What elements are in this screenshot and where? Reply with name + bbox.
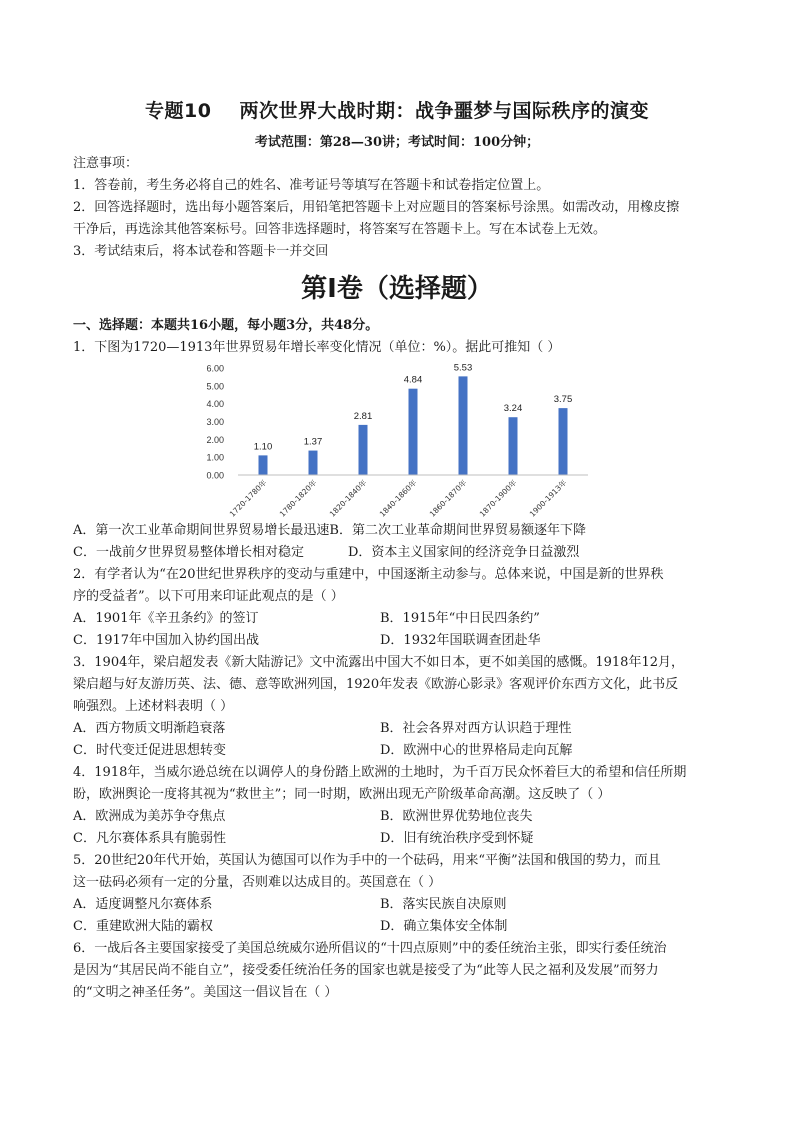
option-b: B．社会各界对西方认识趋于理性 (380, 721, 572, 736)
x-tick-label: 1870-1900年 (477, 478, 519, 519)
question-3-options-ab (73, 718, 723, 740)
option-d: D．欧洲中心的世界格局走向瓦解 (380, 743, 573, 758)
y-tick-label: 6.00 (206, 363, 224, 374)
question-stem: 这一砝码必须有一定的分量，否则难以达成目的。英国意在（ ） (73, 875, 442, 890)
option-b: B．欧洲世界优势地位丧失 (380, 809, 533, 824)
option-a: A．西方物质文明渐趋衰落 (73, 721, 226, 736)
section-heading: 一、选择题：本题共16小题，每小题3分，共48分。 (73, 318, 379, 333)
option-c: C．时代变迁促进思想转变 (73, 743, 226, 758)
notes-block (73, 153, 723, 263)
data-label: 1.37 (303, 436, 323, 448)
question-4-options-ab (73, 806, 723, 828)
question-2-options-ab (73, 608, 723, 630)
y-tick-label: 1.00 (206, 452, 224, 463)
data-label: 1.10 (253, 441, 273, 453)
question-stem: 序的受益者”。以下可用来印证此观点的是（ ） (73, 589, 344, 604)
y-tick-label: 2.00 (206, 434, 224, 445)
option-c: C．1917年中国加入协约国出战 (73, 633, 260, 648)
bars (259, 376, 568, 475)
question-stem: 5．20世纪20年代开始，英国认为德国可以作为手中的一个砝码，用来“平衡”法国和俄国的势力，而且 (73, 853, 661, 868)
question-stem: 6．一战后各主要国家接受了美国总统威尔逊所倡议的“十四点原则”中的委任统治主张，即实行委任统治 (73, 941, 667, 956)
data-label: 5.53 (453, 362, 473, 374)
question-stem: 盼，欧洲舆论一度将其视为“救世主”；同一时期，欧洲出现无产阶级革命高潮。这反映了（ ） (73, 787, 611, 802)
question-stem: 4．1918年，当威尔逊总统在以调停人的身份踏上欧洲的土地时，为千百万民众怀着巨大的希望和信任所期 (73, 765, 687, 780)
question-4-options-cd (73, 828, 723, 850)
note-item: 干净后，再选涂其他答案标号。回答非选择题时，将答案写在答题卡上。写在本试卷上无效。 (73, 222, 607, 237)
data-label: 3.75 (553, 394, 573, 406)
data-label: 3.24 (503, 403, 523, 415)
option-c: C．凡尔赛体系具有脆弱性 (73, 831, 226, 846)
trade-growth-chart (196, 360, 596, 520)
question-stem: 的“文明之神圣任务”。美国这一倡议旨在（ ） (73, 985, 338, 1000)
option-b: B．落实民族自决原则 (380, 897, 507, 912)
notes-heading: 注意事项： (73, 156, 139, 171)
bar (459, 376, 468, 475)
option-b: B．1915年“中日民四条约” (380, 611, 540, 626)
question-stem: 响强烈。上述材料表明（ ） (73, 699, 234, 714)
note-item: 2．回答选择题时，选出每小题答案后，用铅笔把答题卡上对应题目的答案标号涂黑。如需改动，用橡皮擦 (73, 200, 680, 215)
question-stem: 3．1904年，梁启超发表《新大陆游记》文中流露出中国大不如日本，更不如美国的感慨。1918年12月， (73, 655, 684, 670)
question-stem: 1．下图为1720—1913年世界贸易年增长率变化情况（单位：%）。据此可推知（ ） (73, 340, 561, 355)
x-tick-label: 1840-1860年 (377, 478, 419, 519)
question-1-options-ab (73, 520, 723, 542)
x-tick-label: 1860-1870年 (427, 478, 469, 519)
x-tick-label: 1820-1840年 (327, 478, 369, 519)
x-axis-labels (227, 477, 569, 519)
y-tick-label: 5.00 (206, 381, 224, 392)
option-c: C．一战前夕世界贸易整体增长相对稳定 (73, 545, 304, 560)
bar (509, 417, 518, 475)
topic-title: 两次世界大战时期：战争噩梦与国际秩序的演变 (239, 100, 649, 122)
question-stem: 是因为“其居民尚不能自立”，接受委任统治任务的国家也就是接受了为“此等人民之福利及发展”而努力 (73, 963, 659, 978)
exam-scope: 考试范围：第28—30讲；考试时间：100分钟； (254, 135, 540, 150)
topic-number: 专题10 (145, 100, 212, 122)
part-title: 第I卷（选择题） (301, 274, 493, 304)
x-tick-label: 1720-1780年 (227, 478, 269, 519)
option-b: B．第二次工业革命期间世界贸易额逐年下降 (329, 523, 586, 538)
question-5-options-cd (73, 916, 723, 938)
option-d: D．旧有统治秩序受到怀疑 (380, 831, 534, 846)
x-tick-label: 1900-1913年 (527, 478, 569, 519)
bar (409, 389, 418, 475)
x-tick-label: 1780-1820年 (277, 478, 319, 519)
question-3-options-cd (73, 740, 723, 762)
bar (359, 425, 368, 475)
y-tick-label: 0.00 (206, 470, 224, 481)
question-5-options-ab (73, 894, 723, 916)
bar (259, 455, 268, 475)
data-label: 4.84 (403, 374, 423, 386)
question-2-options-cd (73, 630, 723, 652)
y-tick-label: 3.00 (206, 417, 224, 427)
question-stem: 2．有学者认为“在20世纪世界秩序的变动与重建中，中国逐渐主动参与。总体来说，中国是新的世界秩 (73, 567, 664, 582)
note-item: 1．答卷前，考生务必将自己的姓名、准考证号等填写在答题卡和试卷指定位置上。 (73, 178, 550, 193)
option-a: A．欧洲成为美苏争夺焦点 (73, 809, 226, 824)
option-a: A．适度调整凡尔赛体系 (73, 897, 213, 912)
y-axis-labels (206, 364, 224, 481)
data-label: 2.81 (353, 410, 373, 422)
bar (559, 408, 568, 475)
y-tick-label: 4.00 (206, 399, 224, 410)
option-d: D．确立集体安全体制 (380, 919, 508, 934)
question-1-options-cd (73, 542, 723, 564)
bar (309, 451, 318, 475)
option-d: D．资本主义国家间的经济竞争日益激烈 (348, 545, 580, 560)
question-1-stem (73, 337, 723, 359)
option-a: A．第一次工业革命期间世界贸易增长最迅速 (73, 523, 330, 538)
questions-block (73, 520, 723, 1004)
option-c: C．重建欧洲大陆的霸权 (73, 919, 213, 934)
option-d: D．1932年国联调查团赴华 (380, 633, 541, 648)
page-title (0, 96, 794, 123)
note-item: 3．考试结束后，将本试卷和答题卡一并交回 (73, 244, 329, 259)
option-a: A．1901年《辛丑条约》的签订 (73, 611, 259, 626)
question-stem: 梁启超与好友游历英、法、德、意等欧洲列国，1920年发表《欧游心影录》客观评价东西方文化，此书反 (73, 677, 679, 692)
